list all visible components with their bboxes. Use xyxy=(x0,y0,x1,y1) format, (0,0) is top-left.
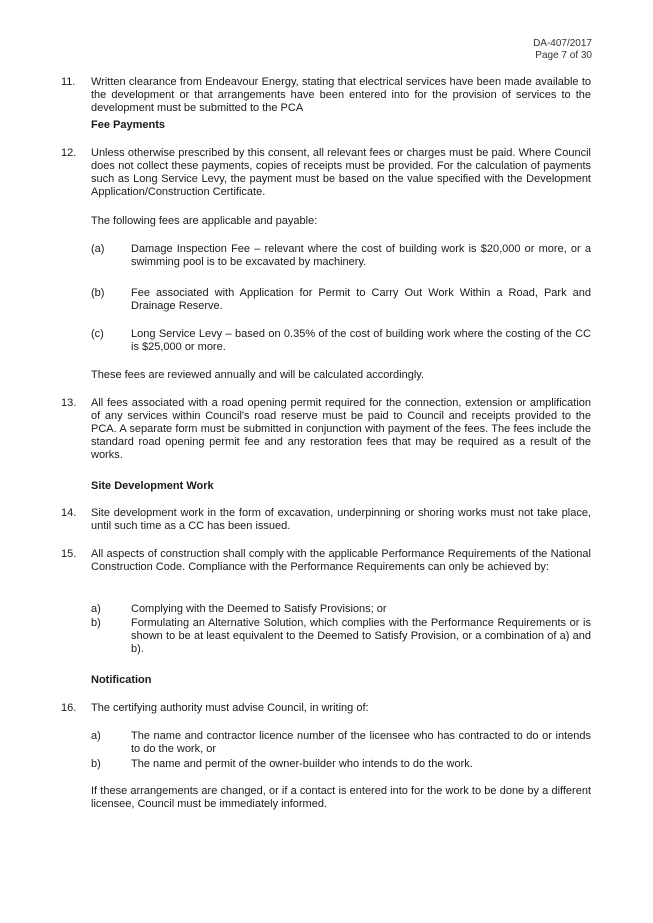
list-item-label: a) xyxy=(91,603,101,615)
list-item-text: Complying with the Deemed to Satisfy Provisions; or xyxy=(131,603,387,615)
page-number: Page 7 of 30 xyxy=(535,50,592,61)
condition-number: 14. xyxy=(61,507,77,519)
list-item-text: Formulating an Alternative Solution, which complies with the Performance Requirements or is shown to be at least equivalent to the Deemed to Satisfy Provision, or a combination of a) and b). xyxy=(131,617,591,655)
condition-text: Site development work in the form of excavation, underpinning or shoring works must not take place, until such time as a CC has been issued. xyxy=(91,507,591,532)
fees-intro: The following fees are applicable and payable: xyxy=(91,215,318,227)
section-heading-fee-payments: Fee Payments xyxy=(91,119,165,131)
list-item-text: Long Service Levy – based on 0.35% of the cost of building work where the costing of the CC is $25,000 or more. xyxy=(131,328,591,353)
list-item-label: (a) xyxy=(91,243,105,255)
condition-text: Unless otherwise prescribed by this consent, all relevant fees or charges must be paid. Where Council does not collect these payments, copies of receipts must be provided. For the calculation of payments such as Long Service Levy, the payment must be based on the value specified with the Development Application/Construction Certificate. xyxy=(91,147,591,198)
fees-outro: These fees are reviewed annually and will be calculated accordingly. xyxy=(91,369,425,381)
condition-number: 15. xyxy=(61,548,77,560)
section-heading-notification: Notification xyxy=(91,674,152,686)
condition-text: The certifying authority must advise Council, in writing of: xyxy=(91,702,369,714)
notification-outro: If these arrangements are changed, or if a contact is entered into for the work to be done by a different licensee, Council must be immediately informed. xyxy=(91,785,591,810)
condition-text: All aspects of construction shall comply with the applicable Performance Requirements of the National Construction Code. Compliance with the Performance Requirements can only be achieved by: xyxy=(91,548,591,573)
list-item-label: (b) xyxy=(91,287,105,299)
list-item-label: a) xyxy=(91,730,101,742)
condition-text: All fees associated with a road opening permit required for the connection, extension or amplification of any services within Council's road reserve must be paid to Council and receipts provided to the PCA. A separate form must be submitted in conjunction with payment of the fees. The fees include the standard road opening permit fee and any restoration fees that may be required as a result of the works. xyxy=(91,397,591,461)
list-item-text: The name and contractor licence number of the licensee who has contracted to do or intends to do the work, or xyxy=(131,730,591,755)
condition-number: 11. xyxy=(61,76,76,88)
list-item-label: b) xyxy=(91,617,101,629)
section-heading-site-development: Site Development Work xyxy=(91,480,214,492)
page-header xyxy=(533,38,592,62)
list-item-text: The name and permit of the owner-builder who intends to do the work. xyxy=(131,758,473,770)
list-item-label: b) xyxy=(91,758,101,770)
condition-number: 12. xyxy=(61,147,77,159)
list-item-text: Damage Inspection Fee – relevant where the cost of building work is $20,000 or more, or a swimming pool is to be excavated by machinery. xyxy=(131,243,591,268)
condition-number: 13. xyxy=(61,397,77,409)
condition-number: 16. xyxy=(61,702,77,714)
list-item-text: Fee associated with Application for Permit to Carry Out Work Within a Road, Park and Drainage Reserve. xyxy=(131,287,591,312)
list-item-label: (c) xyxy=(91,328,104,340)
document-reference: DA-407/2017 xyxy=(533,38,592,49)
condition-text: Written clearance from Endeavour Energy, stating that electrical services have been made available to the development or that arrangements have been entered into for the provision of services to the development must be submitted to the PCA xyxy=(91,76,591,114)
